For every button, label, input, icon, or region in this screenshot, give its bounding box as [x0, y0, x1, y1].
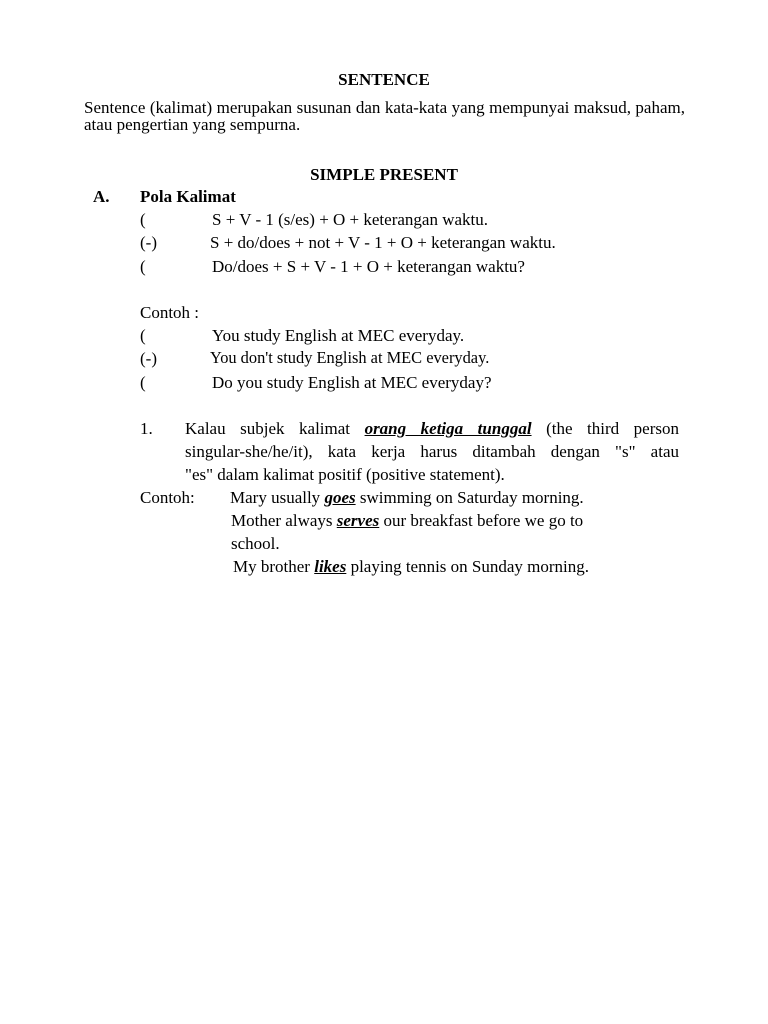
rule-keyword: orang ketiga tunggal: [364, 419, 532, 438]
pattern-text: Do/does + S + V - 1 + O + keterangan waktu?: [212, 257, 525, 276]
rule-example-keyword: serves: [336, 511, 380, 530]
example-text: You study English at MEC everyday.: [212, 326, 465, 345]
rule-number: 1.: [140, 419, 153, 438]
example-marker: (-): [140, 349, 157, 368]
rule-example-continuation: school.: [231, 534, 280, 553]
rule-text: Kalau subjek kalimat: [185, 419, 365, 438]
example-text: You don't study English at MEC everyday.: [210, 348, 490, 367]
pattern-marker: (-): [140, 233, 157, 252]
subsection-marker: A.: [93, 187, 110, 206]
rule-example-text: playing tennis on Sunday morning.: [346, 557, 590, 576]
rule-example-keyword: goes: [324, 488, 356, 507]
example-text: Do you study English at MEC everyday?: [212, 373, 492, 392]
pattern-marker: (: [140, 257, 146, 276]
rule-example-text: Mother always: [231, 511, 337, 530]
rule-text: (the third person: [531, 419, 679, 438]
rule-paragraph: [185, 417, 679, 486]
rule-line-1: [185, 417, 679, 440]
rule-example-text: My brother: [233, 557, 315, 576]
rule-examples-label: Contoh:: [140, 488, 195, 507]
rule-example-text: swimming on Saturday morning.: [355, 488, 584, 507]
pattern-marker: (: [140, 210, 146, 229]
rule-example-text: Mary usually: [230, 488, 325, 507]
examples-label: Contoh :: [140, 303, 200, 322]
example-marker: (: [140, 373, 146, 392]
rule-example: [231, 512, 583, 529]
intro-paragraph: Sentence (kalimat) merupakan susunan dan kata-kata yang mempunyai maksud, paham, atau pengertian yang sempurna.: [84, 98, 685, 134]
example-marker: (: [140, 326, 146, 345]
pattern-text: S + V - 1 (s/es) + O + keterangan waktu.: [212, 210, 489, 229]
rule-example: [230, 489, 584, 506]
subsection-title: Pola Kalimat: [140, 187, 236, 206]
document-title: SENTENCE: [338, 70, 430, 89]
rule-line-2: singular-she/he/it), kata kerja harus ditambah dengan "s" atau: [185, 442, 679, 461]
rule-line-3: "es" dalam kalimat positif (positive statement).: [185, 465, 505, 484]
rule-example: [233, 558, 589, 575]
section-title: SIMPLE PRESENT: [310, 165, 458, 184]
rule-example-keyword: likes: [314, 557, 347, 576]
pattern-text: S + do/does + not + V - 1 + O + keterangan waktu.: [210, 233, 556, 252]
rule-example-text: our breakfast before we go to: [379, 511, 584, 530]
